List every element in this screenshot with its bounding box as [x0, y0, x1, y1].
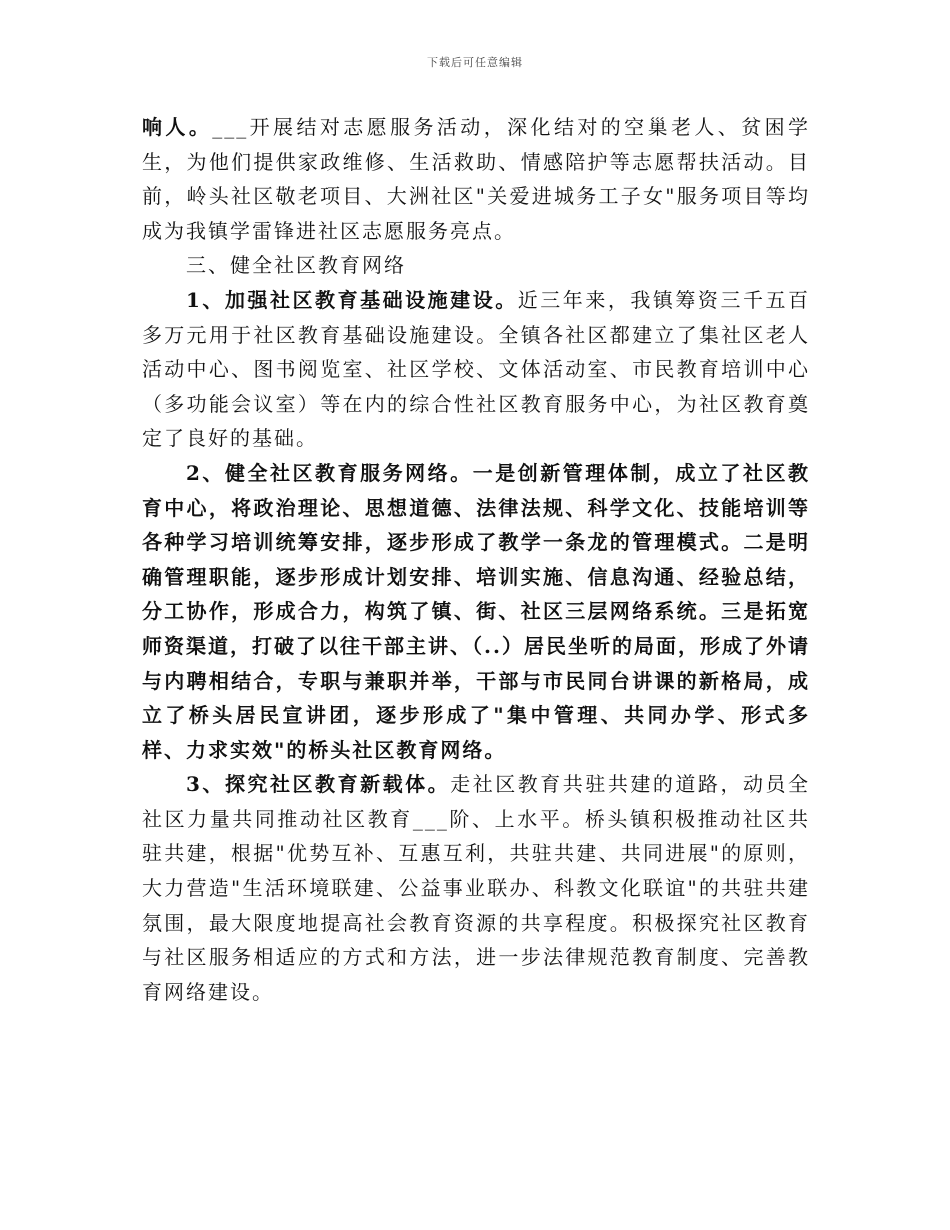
paragraph-continuation-bold: 响人。 [142, 115, 213, 139]
paragraph-continuation [142, 110, 810, 248]
item-1-title: 1、加强社区教育基础设施建设。 [186, 287, 518, 312]
item-1-paragraph [142, 283, 810, 456]
item-2-paragraph: 2、健全社区教育服务网络。一是创新管理体制，成立了社区教育中心，将政治理论、思想道德、法律法规、科学文化、技能培训等各种学习培训统筹安排，逐步形成了教学一条龙的管理模式。二是明确管理职能，逐步形成计划安排、培训实施、信息沟通、经验总结，分工协作，形成合力，构筑了镇、街、社区三层网络系统。三是拓宽师资渠道，打破了以往干部主讲、（..）居民坐听的局面，形成了外请与内聘相结合，专职与兼职并举，干部与市民同台讲课的新格局，成立了桥头居民宣讲团，逐步形成了"集中管理、共同办学、形式多样、力求实效"的桥头社区教育网络。 [142, 460, 810, 762]
header-note: 下载后可任意编辑 [427, 56, 523, 69]
document-body [142, 110, 810, 1009]
paragraph-continuation-text: ___开展结对志愿服务活动，深化结对的空巢老人、贫困学生，为他们提供家政维修、生活救助、情感陪护等志愿帮扶活动。目前，岭头社区敬老项目、大洲社区"关爱进城务工子女"服务项目等均成为我镇学雷锋进社区志愿服务亮点。 [142, 115, 811, 243]
section-3-heading: 三、健全社区教育网络 [186, 253, 406, 278]
item-3-paragraph [142, 767, 810, 1009]
item-3-title: 3、探究社区教育新载体。 [186, 772, 451, 797]
item-1-text: 近三年来，我镇筹资三千五百多万元用于社区教育基础设施建设。全镇各社区都建立了集社区老人活动中心、图书阅览室、社区学校、文体活动室、市民教育培训中心（多功能会议室）等在内的综合性社区教育服务中心，为社区教育奠定了良好的基础。 [142, 287, 811, 451]
item-3-text: 走社区教育共驻共建的道路，动员全社区力量共同推动社区教育___阶、上水平。桥头镇积极推动社区共驻共建，根据"优势互补、互惠互利，共驻共建、共同进展"的原则，大力营造"生活环境联建、公益事业联办、科教文化联谊"的共驻共建氛围，最大限度地提高社会教育资源的共享程度。积极探究社区教育与社区服务相适应的方式和方法，进一步法律规范教育制度、完善教育网络建设。 [142, 772, 811, 1004]
